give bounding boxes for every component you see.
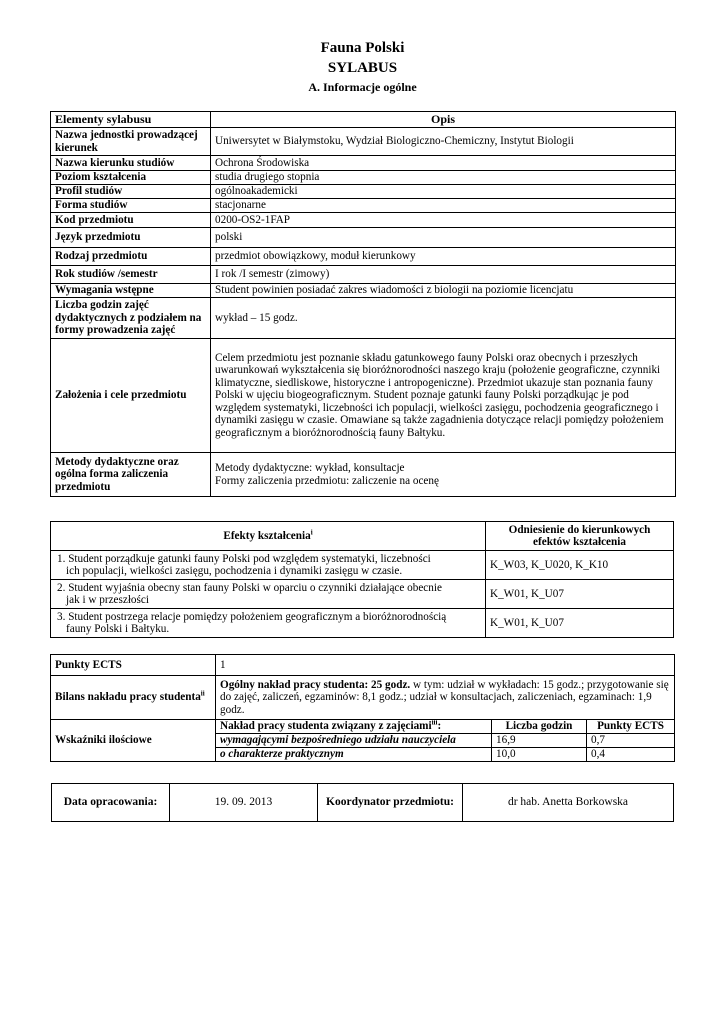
col-header-hours: Liczba godzin — [492, 720, 587, 734]
outcome-reference: K_W03, K_U020, K_K10 — [486, 551, 674, 580]
table-row — [51, 339, 676, 453]
row-value: studia drugiego stopnia — [211, 171, 676, 185]
row-value: Celem przedmiotu jest poznanie składu gatunkowego fauny Polski oraz obecnych i przeszłych uwarunkowań wykształcenia się bioróżnorodności naszego kraju (położenie geograficzne, czynniki klimatyczne, siedliskowe, historyczne i antropogeniczne). Przedmiot ukazuje stan poznania fauny Polski w ujęciu biogeograficznym. Student poznaje gatunki fauny Polski porządkując je pod względem systematyki, liczebności ich populacji, wielkości zasięgu, pochodzenia geograficznego i dynamiki zasięgu w czasie. Omawiane są także zagadnienia dotyczące relacji pomiędzy położeniem geograficznym a bioróżnorodnością fauny Bałtyku. — [211, 339, 676, 453]
table-row — [51, 185, 676, 199]
row-value: Ochrona Środowiska — [211, 156, 676, 171]
table-row — [51, 580, 674, 609]
row-label: Metody dydaktyczne oraz ogólna forma zaliczenia przedmiotu — [51, 453, 211, 497]
col-header-reference: Odniesienie do kierunkowych efektów kształcenia — [486, 522, 674, 551]
row-label: Nazwa kierunku studiów — [51, 156, 211, 171]
row-value: ogólnoakademicki — [211, 185, 676, 199]
table-row — [51, 284, 676, 298]
outcome-text: 3. Student postrzega relacje pomiędzy położeniem geograficznym a bioróżnorodnością fauny Polski i Bałtyku. — [51, 609, 486, 638]
row-value: wykład – 15 godz. — [211, 298, 676, 339]
row-value: stacjonarne — [211, 199, 676, 213]
table-row — [51, 156, 676, 171]
row-value: Uniwersytet w Białymstoku, Wydział Biologiczno-Chemiczny, Instytut Biologii — [211, 128, 676, 156]
balance-value: Ogólny nakład pracy studenta: 25 godz. w tym: udział w wykładach: 15 godz.; przygotowanie się do zajęć, zaliczeń, egzaminów: 8,1 godz.; udział w konsultacjach, zaliczeniach, egzaminach: 1,9 godz. — [216, 676, 675, 720]
table-row — [51, 228, 676, 248]
table-row — [52, 784, 674, 822]
row-label: Założenia i cele przedmiotu — [51, 339, 211, 453]
outcome-text: 2. Student wyjaśnia obecny stan fauny Polski w oparciu o czynniki działające obecnie jak i w przeszłości — [51, 580, 486, 609]
section-heading: A. Informacje ogólne — [308, 80, 417, 94]
value-line: Metody dydaktyczne: wykład, konsultacje — [215, 462, 405, 474]
row-label: Rok studiów /semestr — [51, 266, 211, 284]
table-row — [51, 453, 676, 497]
table-row — [51, 248, 676, 266]
indicator-ects: 0,7 — [587, 734, 675, 748]
syllabus-elements-table — [50, 111, 676, 497]
row-label: Język przedmiotu — [51, 228, 211, 248]
table-header-row — [51, 522, 674, 551]
indicators-header: Nakład pracy studenta związany z zajęciami$^{iii}$: — [216, 720, 492, 734]
row-label: Wymagania wstępne — [51, 284, 211, 298]
table-row — [51, 720, 675, 734]
indicator-label: wymagającymi bezpośredniego udziału nauczyciela — [216, 734, 492, 748]
ects-label: Punkty ECTS — [51, 655, 216, 676]
table-row — [51, 199, 676, 213]
indicator-hours: 10,0 — [492, 748, 587, 762]
outcome-text: 1. Student porządkuje gatunki fauny Polski pod względem systematyki, liczebności ich populacji, wielkości zasięgu, pochodzenia i dynamiki zasięgu w czasie. — [51, 551, 486, 580]
table-row — [51, 128, 676, 156]
table-row — [51, 676, 675, 720]
col-header-elements: Elementy sylabusu — [51, 112, 211, 128]
coordinator-value: dr hab. Anetta Borkowska — [463, 784, 674, 822]
row-label: Rodzaj przedmiotu — [51, 248, 211, 266]
table-row — [51, 655, 675, 676]
col-header-effects: Efekty kształcenia$^i$ — [51, 522, 486, 551]
balance-label: Bilans nakładu pracy studenta$^{ii}$ — [51, 676, 216, 720]
table-row — [51, 171, 676, 185]
col-header-ects: Punkty ECTS — [587, 720, 675, 734]
footer-table — [51, 783, 674, 822]
coordinator-label: Koordynator przedmiotu: — [318, 784, 463, 822]
outcome-reference: K_W01, K_U07 — [486, 609, 674, 638]
row-label: Nazwa jednostki prowadzącej kierunek — [51, 128, 211, 156]
table-header-row — [51, 112, 676, 128]
table-row — [51, 551, 674, 580]
table-row — [51, 266, 676, 284]
table-row — [51, 609, 674, 638]
indicators-label: Wskaźniki ilościowe — [51, 720, 216, 762]
row-value: 0200-OS2-1FAP — [211, 213, 676, 228]
table-row — [51, 213, 676, 228]
row-label: Liczba godzin zajęć dydaktycznych z podziałem na formy prowadzenia zajęć — [51, 298, 211, 339]
row-value: I rok /I semestr (zimowy) — [211, 266, 676, 284]
row-value: Student powinien posiadać zakres wiadomości z biologii na poziomie licencjatu — [211, 284, 676, 298]
row-label: Forma studiów — [51, 199, 211, 213]
learning-outcomes-table — [50, 521, 674, 638]
row-label: Kod przedmiotu — [51, 213, 211, 228]
date-value: 19. 09. 2013 — [170, 784, 318, 822]
col-header-description: Opis — [211, 112, 676, 128]
row-value — [211, 453, 676, 497]
document-title: Fauna Polski — [320, 40, 405, 56]
indicator-hours: 16,9 — [492, 734, 587, 748]
outcome-reference: K_W01, K_U07 — [486, 580, 674, 609]
ects-table — [50, 654, 675, 762]
document-subtitle: SYLABUS — [327, 60, 398, 76]
row-value: przedmiot obowiązkowy, moduł kierunkowy — [211, 248, 676, 266]
row-value: polski — [211, 228, 676, 248]
row-label: Profil studiów — [51, 185, 211, 199]
indicator-ects: 0,4 — [587, 748, 675, 762]
value-line: Formy zaliczenia przedmiotu: zaliczenie na ocenę — [215, 474, 439, 487]
indicator-label: o charakterze praktycznym — [216, 748, 492, 762]
table-row — [51, 298, 676, 339]
ects-value: 1 — [216, 655, 675, 676]
row-label: Poziom kształcenia — [51, 171, 211, 185]
date-label: Data opracowania: — [52, 784, 170, 822]
